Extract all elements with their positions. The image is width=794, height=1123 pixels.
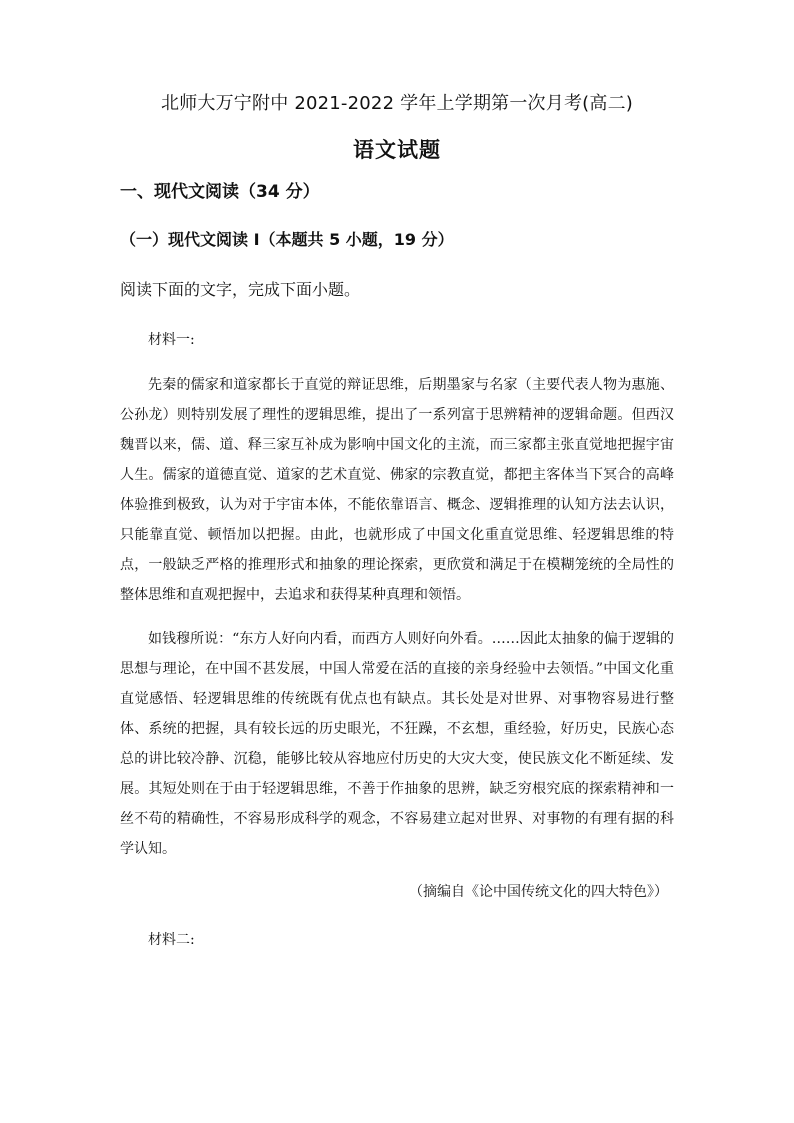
reading-instruction: 阅读下面的文字，完成下面小题。	[120, 280, 361, 299]
material-one	[120, 326, 674, 906]
material-one-label: 材料一:	[148, 332, 195, 348]
section-title: 一、现代文阅读（34 分）	[120, 182, 320, 202]
subject-title: 语文试题	[353, 138, 441, 162]
exam-title: 北师大万宁附中 2021-2022 学年上学期第一次月考(高二)	[161, 93, 633, 114]
material-one-paragraph-1: 先秦的儒家和道家都长于直觉的辩证思维，后期墨家与名家（主要代表人物为惠施、公孙龙）则特别发展了理性的逻辑思维，提出了一系列富于思辨精神的逻辑命题。但西汉魏晋以来，儒、道、释三家互补成为影响中国文化的主流，而三家都主张直觉地把握宇宙人生。儒家的道德直觉、道家的艺术直觉、佛家的宗教直觉，都把主客体当下冥合的高峰体验推到极致，认为对于宇宙本体，不能依靠语言、概念、逻辑推理的认知方法去认识，只能靠直觉、顿悟加以把握。由此，也就形成了中国文化重直觉思维、轻逻辑思维的特点，一般缺乏严格的推理形式和抽象的理论探索，更欣赏和满足于在模糊笼统的全局性的整体思维和直观把握中，去追求和获得某种真理和领悟。	[120, 377, 674, 603]
material-two-label: 材料二:	[148, 932, 195, 948]
subsection-title: （一）现代文阅读 I（本题共 5 小题，19 分）	[120, 230, 454, 249]
material-one-paragraph-2: 如钱穆所说：“东方人好向内看，而西方人则好向外看。……因此太抽象的偏于逻辑的思想与理论，在中国不甚发展，中国人常爱在活的直接的亲身经验中去领悟。”中国文化重直觉感悟、轻逻辑思维的传统既有优点也有缺点。其长处是对世界、对事物容易进行整体、系统的把握，具有较长远的历史眼光，不狂躁，不玄想，重经验，好历史，民族心态总的讲比较冷静、沉稳，能够比较从容地应付历史的大灾大变，使民族文化不断延续、发展。其短处则在于由于轻逻辑思维，不善于作抽象的思辨，缺乏穷根究底的探索精神和一丝不苟的精确性，不容易形成科学的观念，不容易建立起对世界、对事物的有理有据的科学认知。	[120, 631, 674, 857]
material-two	[120, 926, 674, 954]
exam-page	[120, 90, 674, 954]
material-one-source: （摘编自《论中国传统文化的四大特色》）	[409, 884, 668, 900]
